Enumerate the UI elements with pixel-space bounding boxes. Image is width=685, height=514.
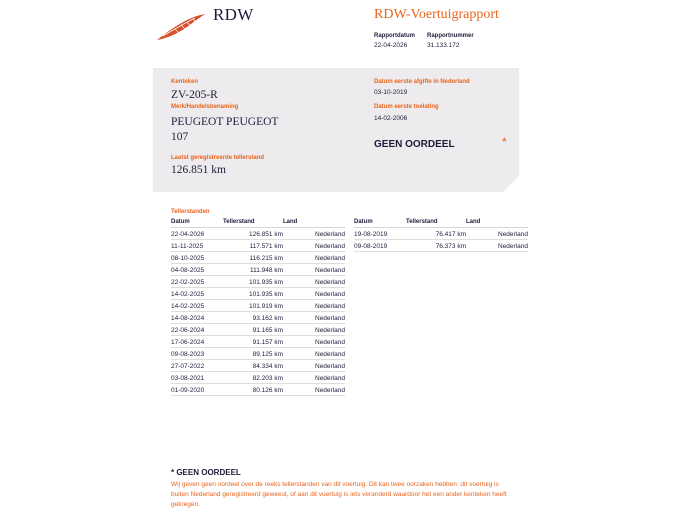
reading-land: Nederland (283, 228, 345, 240)
table-header-row (171, 219, 345, 228)
reading-land: Nederland (283, 240, 345, 252)
col-land-header: Land (283, 219, 345, 228)
reading-km: 117.571 km (223, 240, 283, 252)
table-row (171, 336, 345, 348)
reading-land: Nederland (283, 336, 345, 348)
odometer-label: Laatst geregistreerde tellerstand (171, 155, 265, 161)
verdict: GEEN OORDEEL (374, 139, 455, 150)
reading-km: 101.935 km (223, 288, 283, 300)
table-row (171, 264, 345, 276)
reading-km: 80.126 km (223, 384, 283, 396)
readings-body-right (354, 228, 528, 252)
table-row (354, 228, 528, 240)
reading-land: Nederland (283, 312, 345, 324)
table-row (171, 240, 345, 252)
reading-date: 17-06-2024 (171, 336, 223, 348)
table-row (171, 288, 345, 300)
col-km-header: Tellerstand (223, 219, 283, 228)
reading-date: 04-08-2025 (171, 264, 223, 276)
report-title: RDW-Voertuigrapport (374, 7, 499, 22)
table-row (171, 348, 345, 360)
reading-date: 22-02-2025 (171, 276, 223, 288)
reading-date: 01-09-2020 (171, 384, 223, 396)
reading-land: Nederland (283, 384, 345, 396)
col-date-header: Datum (354, 219, 406, 228)
reading-km: 84.334 km (223, 360, 283, 372)
first-nl-value: 03-10-2019 (374, 89, 408, 96)
brand-name: RDW (213, 5, 254, 24)
footnote-title: * GEEN OORDEEL (171, 468, 241, 477)
table-row (171, 252, 345, 264)
make-line1: PEUGEOT PEUGEOT (171, 116, 279, 128)
report-number-label: Rapportnummer (427, 33, 474, 39)
reading-date: 09-08-2019 (354, 240, 406, 252)
odometer-value: 126.851 km (171, 164, 226, 176)
reading-date: 27-07-2022 (171, 360, 223, 372)
reading-land: Nederland (283, 264, 345, 276)
reading-date: 14-02-2025 (171, 300, 223, 312)
plate-value: ZV-205-R (171, 89, 218, 101)
col-km-header: Tellerstand (406, 219, 466, 228)
reading-land: Nederland (283, 372, 345, 384)
reading-km: 91.165 km (223, 324, 283, 336)
table-row (171, 300, 345, 312)
reading-date: 22-04-2026 (171, 228, 223, 240)
reading-date: 03-08-2021 (171, 372, 223, 384)
first-admission-value: 14-02-2006 (374, 115, 408, 122)
panel-corner-cut (503, 176, 519, 192)
table-row (171, 312, 345, 324)
report-date-label: Rapportdatum (374, 33, 415, 39)
reading-km: 76.417 km (406, 228, 466, 240)
report-date: 22-04-2026 (374, 42, 408, 49)
reading-date: 11-11-2025 (171, 240, 223, 252)
readings-table-left (171, 219, 345, 396)
reading-km: 93.162 km (223, 312, 283, 324)
first-nl-label: Datum eerste afgifte in Nederland (374, 79, 470, 85)
reading-date: 14-08-2024 (171, 312, 223, 324)
col-date-header: Datum (171, 219, 223, 228)
reading-km: 82.203 km (223, 372, 283, 384)
reading-land: Nederland (466, 228, 528, 240)
table-row (171, 372, 345, 384)
make-label: Merk/Handelsbenaming (171, 104, 239, 110)
footnote-text: Wij geven geen oordeel over de reeks tellerstanden van dit voertuig. Dit kan twee oorzaken hebben: dit voertuig is buiten Nederland geregistreerd geweest, of aan dit voertuig is iets veranderd waardoor het een ander kenteken heeft gekregen. (171, 481, 507, 508)
reading-date: 19-08-2019 (354, 228, 406, 240)
table-row (171, 324, 345, 336)
table-row (171, 228, 345, 240)
reading-land: Nederland (283, 348, 345, 360)
reading-date: 22-06-2024 (171, 324, 223, 336)
verdict-asterisk: * (502, 135, 507, 149)
reading-land: Nederland (283, 288, 345, 300)
reading-km: 101.919 km (223, 300, 283, 312)
reading-km: 76.373 km (406, 240, 466, 252)
make-line2: 107 (171, 131, 189, 143)
first-admission-label: Datum eerste toelating (374, 104, 439, 110)
reading-km: 111.948 km (223, 264, 283, 276)
rdw-logo-icon (155, 12, 207, 42)
report-number: 31.133.172 (427, 42, 460, 49)
reading-km: 89.125 km (223, 348, 283, 360)
reading-km: 101.935 km (223, 276, 283, 288)
col-land-header: Land (466, 219, 528, 228)
reading-land: Nederland (466, 240, 528, 252)
reading-land: Nederland (283, 360, 345, 372)
table-header-row (354, 219, 528, 228)
readings-table-right (354, 219, 528, 252)
reading-km: 126.851 km (223, 228, 283, 240)
reading-km: 116.215 km (223, 252, 283, 264)
reading-date: 08-10-2025 (171, 252, 223, 264)
reading-land: Nederland (283, 324, 345, 336)
reading-date: 09-08-2023 (171, 348, 223, 360)
readings-title: Tellerstanden (171, 209, 210, 215)
table-row (354, 240, 528, 252)
reading-date: 14-02-2025 (171, 288, 223, 300)
reading-land: Nederland (283, 276, 345, 288)
table-row (171, 276, 345, 288)
reading-land: Nederland (283, 252, 345, 264)
readings-body-left (171, 228, 345, 396)
reading-km: 91.157 km (223, 336, 283, 348)
reading-land: Nederland (283, 300, 345, 312)
table-row (171, 384, 345, 396)
plate-label: Kenteken (171, 79, 199, 85)
table-row (171, 360, 345, 372)
